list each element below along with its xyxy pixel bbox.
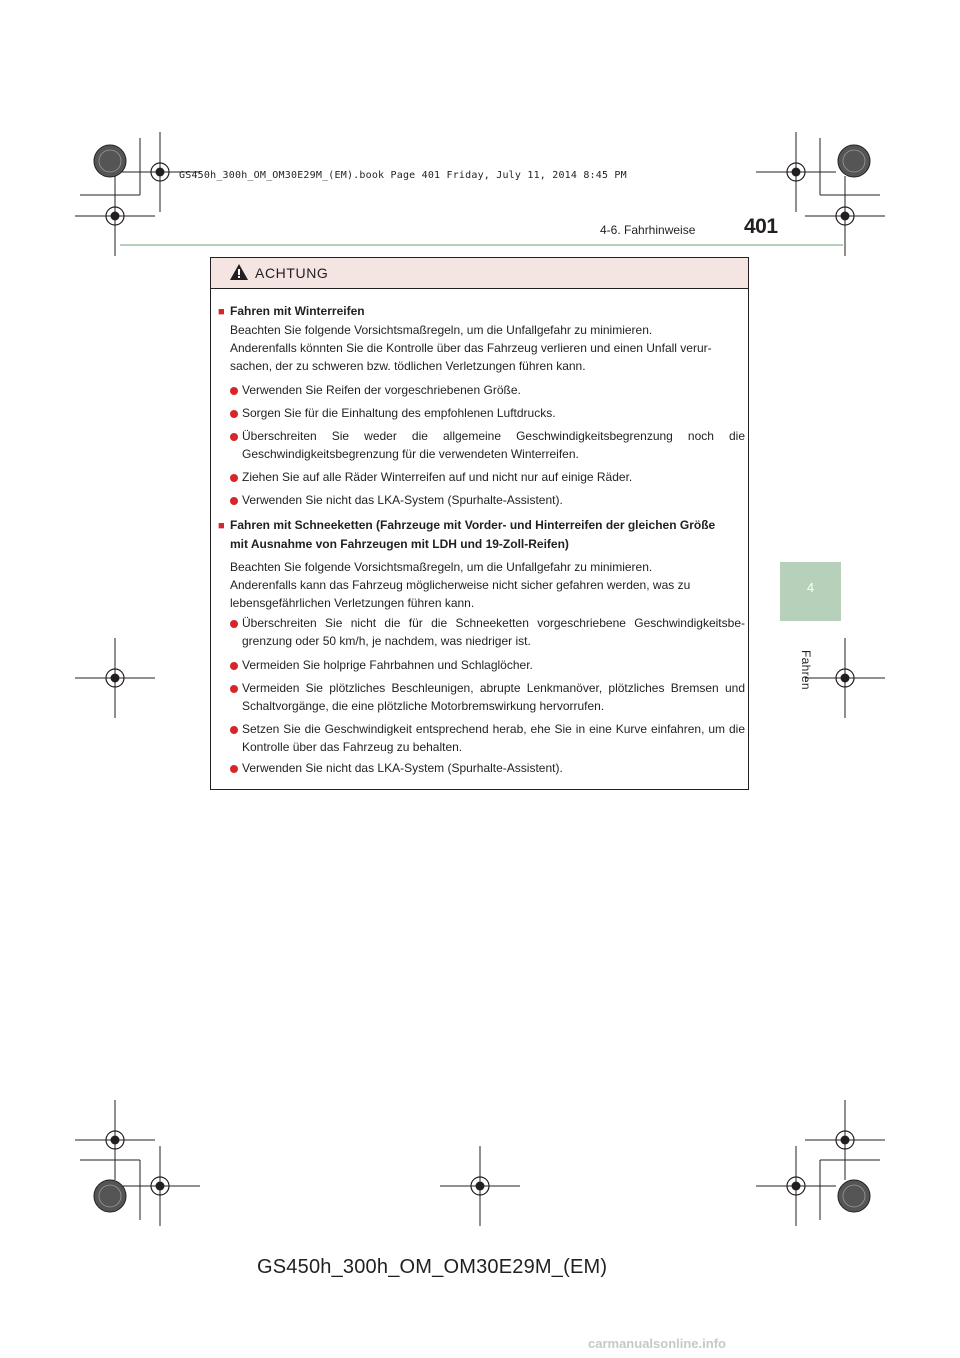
warning-title: ACHTUNG <box>255 265 329 281</box>
bullet-dot-icon <box>230 685 238 693</box>
paragraph-line: Anderenfalls könnten Sie die Kontrolle über das Fahrzeug verlieren und einen Unfall verur- <box>230 341 712 355</box>
heading-text: Fahren mit Winterreifen <box>230 304 365 318</box>
section-heading <box>218 302 743 321</box>
list-item <box>230 679 745 715</box>
list-item <box>230 614 745 650</box>
list-item-text: Sorgen Sie für die Einhaltung des empfohlenen Luftdrucks. <box>242 406 556 420</box>
paragraph <box>230 321 745 375</box>
bullet-dot-icon <box>230 433 238 441</box>
chapter-tab <box>780 562 841 621</box>
heading-text: Fahren mit Schneeketten (Fahrzeuge mit Vorder- und Hinterreifen der gleichen Größe <box>230 518 716 532</box>
chapter-number: 4 <box>806 580 815 595</box>
paragraph-line: Anderenfalls kann das Fahrzeug möglicherweise nicht sicher gefahren werden, was zu <box>230 578 691 592</box>
list-item <box>230 404 745 422</box>
header-rule <box>120 244 843 246</box>
list-item <box>230 720 745 756</box>
bullet-dot-icon <box>230 497 238 505</box>
list-item-text: Überschreiten Sie nicht die für die Schneeketten vorgeschriebene Geschwindigkeitsbe-grenzung oder 50 km/h, je nachdem, was niedriger ist. <box>242 616 745 648</box>
paragraph <box>230 558 745 612</box>
warning-header <box>211 258 748 289</box>
section-heading <box>218 516 743 553</box>
list-item-text: Verwenden Sie nicht das LKA-System (Spurhalte-Assistent). <box>242 761 563 775</box>
list-item-text: Setzen Sie die Geschwindigkeit entsprechend herab, ehe Sie in eine Kurve einfahren, um die Kontrolle über das Fahrzeug zu behalten. <box>242 722 745 754</box>
list-item-text: Überschreiten Sie weder die allgemeine Geschwindigkeitsbegrenzung noch die Geschwindigkeitsbegrenzung für die verwendeten Winterreifen. <box>242 429 745 461</box>
square-bullet-icon: ■ <box>218 520 225 532</box>
list-item-text: Verwenden Sie Reifen der vorgeschriebenen Größe. <box>242 383 521 397</box>
bullet-dot-icon <box>230 662 238 670</box>
bullet-dot-icon <box>230 765 238 773</box>
paragraph-line: Beachten Sie folgende Vorsichtsmaßregeln, um die Unfallgefahr zu minimieren. <box>230 323 653 337</box>
list-item <box>230 381 745 399</box>
heading-text: mit Ausnahme von Fahrzeugen mit LDH und 19-Zoll-Reifen) <box>230 537 569 551</box>
list-item <box>230 491 745 509</box>
bullet-dot-icon <box>230 620 238 628</box>
list-item-text: Verwenden Sie nicht das LKA-System (Spurhalte-Assistent). <box>242 493 563 507</box>
bullet-dot-icon <box>230 726 238 734</box>
warning-triangle-icon <box>229 263 249 281</box>
watermark: carmanualsonline.info <box>588 1336 726 1351</box>
bullet-dot-icon <box>230 410 238 418</box>
footer-document-code: GS450h_300h_OM_OM30E29M_(EM) <box>257 1256 608 1278</box>
list-item <box>230 427 745 463</box>
paragraph-line: lebensgefährlichen Verletzungen führen kann. <box>230 596 475 610</box>
bullet-dot-icon <box>230 387 238 395</box>
section-title: 4-6. Fahrhinweise <box>600 223 696 237</box>
paragraph-line: Beachten Sie folgende Vorsichtsmaßregeln, um die Unfallgefahr zu minimieren. <box>230 560 653 574</box>
list-item-text: Ziehen Sie auf alle Räder Winterreifen auf und nicht nur auf einige Räder. <box>242 470 633 484</box>
list-item <box>230 656 745 674</box>
book-info-line: GS450h_300h_OM_OM30E29M_(EM).book Page 401 Friday, July 11, 2014 8:45 PM <box>179 170 627 181</box>
bullet-dot-icon <box>230 474 238 482</box>
list-item <box>230 468 745 486</box>
square-bullet-icon: ■ <box>218 306 225 318</box>
list-item <box>230 759 745 777</box>
list-item-text: Vermeiden Sie plötzliches Beschleunigen, abrupte Lenkmanöver, plötzliches Bremsen und Schaltvorgänge, die eine plötzliche Motorbremswirkung hervorrufen. <box>242 681 745 713</box>
paragraph-line: sachen, der zu schweren bzw. tödlichen Verletzungen führen kann. <box>230 359 586 373</box>
warning-box <box>210 257 749 790</box>
page-number: 401 <box>744 215 778 238</box>
list-item-text: Vermeiden Sie holprige Fahrbahnen und Schlaglöcher. <box>242 658 533 672</box>
chapter-label: Fahren <box>799 650 813 690</box>
